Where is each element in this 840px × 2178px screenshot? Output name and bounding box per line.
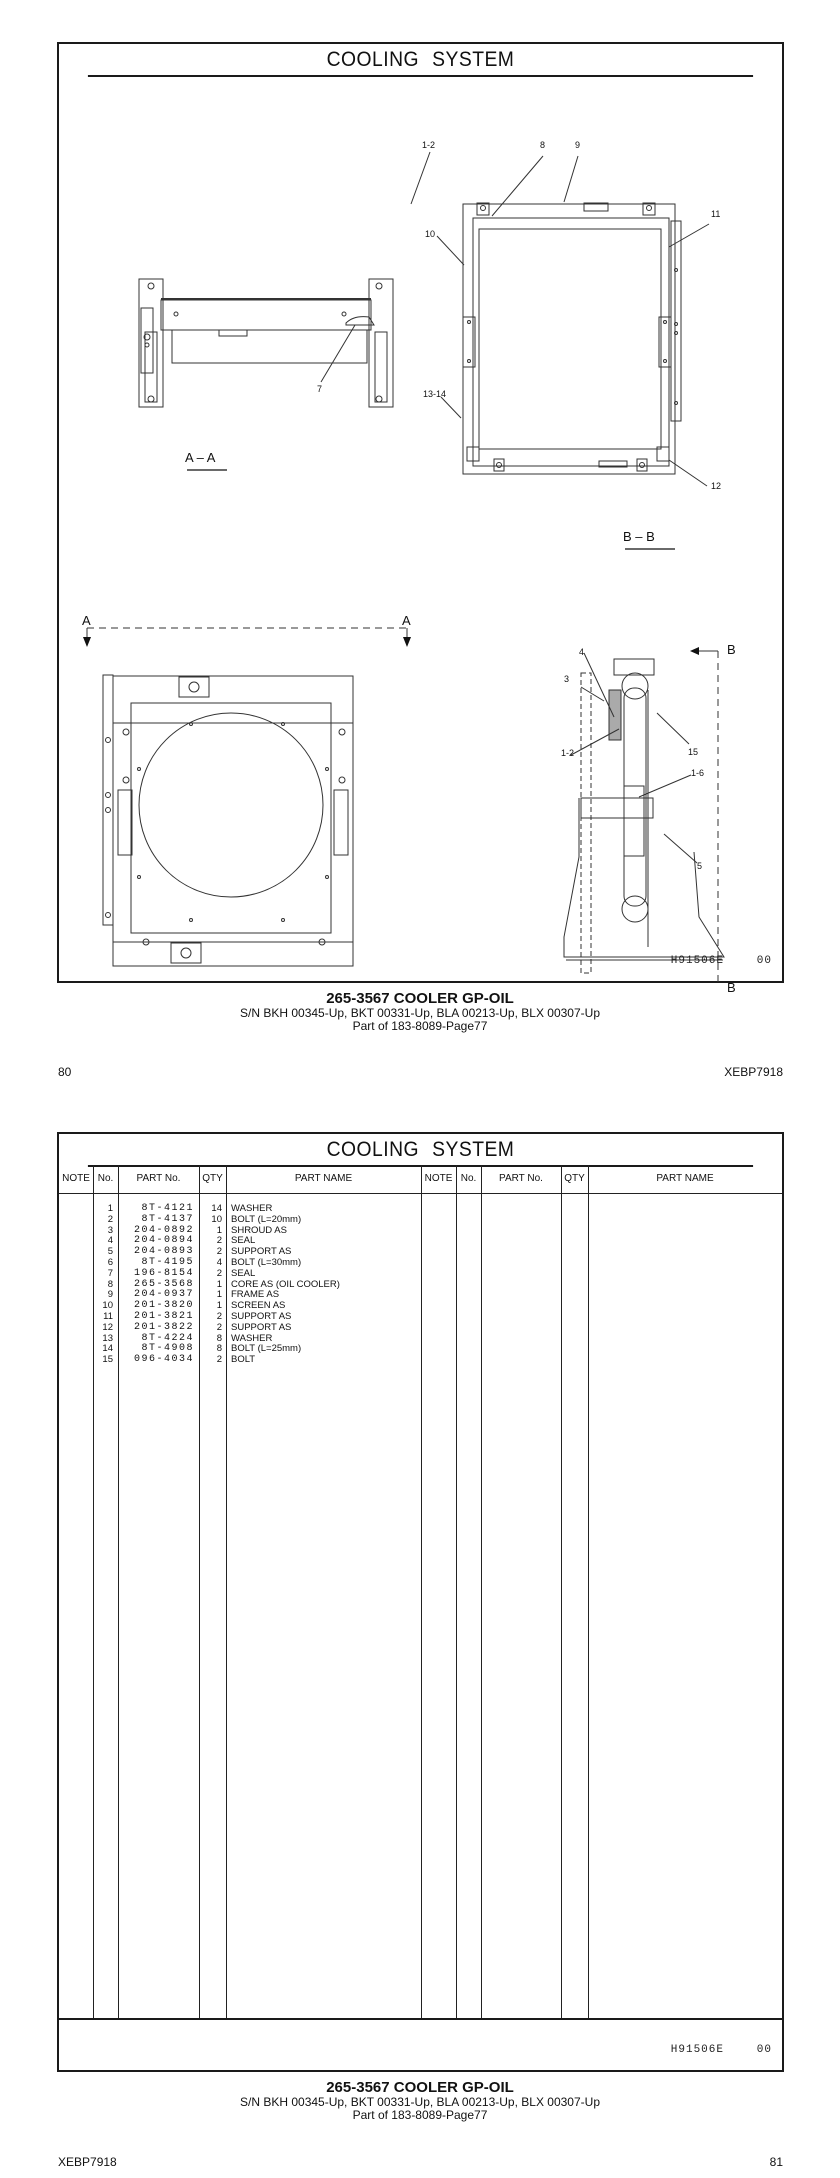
cell-item-no: 8 [107, 1278, 113, 1290]
cell-part-name: BOLT (L=20mm) [231, 1213, 302, 1225]
parts-table [59, 1165, 782, 2020]
illustration-frame [57, 42, 784, 995]
callout-1-2-side: 1-2 [561, 748, 575, 758]
cell-part-no: 8T-4224 [141, 1332, 194, 1344]
view-aa-label: A – A [185, 450, 216, 465]
page-title-text: COOLING SYSTEM [326, 48, 515, 71]
cell-part-no: 204-0893 [133, 1246, 194, 1258]
cell-qty: 2 [216, 1235, 222, 1247]
callout-12: 12 [711, 481, 722, 491]
cooling-system-drawing [59, 77, 782, 982]
cell-part-no: 204-0937 [133, 1289, 194, 1301]
cell-item-no: 3 [107, 1224, 113, 1236]
drawing-rev: 00 [756, 955, 772, 967]
callout-13-14: 13-14 [423, 389, 447, 399]
cell-part-no: 8T-4908 [141, 1343, 194, 1355]
section-arrow-a-right [403, 637, 411, 647]
cell-part-name: SUPPORT AS [231, 1246, 292, 1258]
drawing-ref: H91506E [670, 955, 724, 967]
cell-part-name: BOLT (L=25mm) [231, 1343, 302, 1355]
cell-part-no: 204-0892 [133, 1224, 194, 1236]
callout-4: 4 [579, 647, 585, 657]
parts-drawing-ref: H91506E [670, 2044, 724, 2056]
cell-part-name: CORE AS (OIL COOLER) [231, 1278, 340, 1290]
view-aa-drawing [139, 279, 393, 407]
cell-item-no: 15 [102, 1354, 113, 1366]
cell-part-no: 096-4034 [133, 1354, 194, 1366]
cell-qty: 2 [216, 1246, 222, 1258]
header-part-no-2: PART No. [499, 1173, 543, 1184]
cell-item-no: 6 [107, 1257, 113, 1268]
view-side-drawing [564, 651, 724, 982]
callout-10: 10 [425, 229, 436, 239]
header-note: NOTE [62, 1173, 90, 1184]
cell-part-name: WASHER [231, 1203, 273, 1214]
cell-part-no: 8T-4121 [141, 1203, 194, 1214]
cell-part-no: 196-8154 [133, 1267, 194, 1279]
callout-7: 7 [317, 384, 323, 394]
cell-part-name: BOLT (L=30mm) [231, 1257, 302, 1268]
view-bb-drawing [411, 152, 709, 486]
cell-qty: 14 [211, 1203, 222, 1214]
cell-item-no: 9 [107, 1289, 113, 1301]
header-part-name: PART NAME [294, 1173, 353, 1184]
callout-5: 5 [697, 861, 703, 871]
cell-qty: 2 [216, 1321, 222, 1333]
parts-list-title-text: COOLING SYSTEM [326, 1138, 515, 1161]
cell-part-name: WASHER [231, 1332, 273, 1344]
callout-9: 9 [575, 140, 581, 150]
cell-qty: 2 [216, 1311, 222, 1322]
cell-part-name: SUPPORT AS [231, 1311, 292, 1322]
cell-item-no: 5 [107, 1246, 113, 1258]
parts-list-title [88, 1134, 753, 1167]
cell-item-no: 1 [107, 1203, 113, 1214]
header-note-2: NOTE [424, 1173, 453, 1184]
view-front-drawing [87, 628, 407, 966]
doc-code-right: XEBP7918 [58, 2155, 117, 2169]
illustration-caption [0, 991, 840, 1033]
doc-code-left: XEBP7918 [724, 1065, 783, 1079]
page-title [88, 44, 753, 77]
cell-part-name: SUPPORT AS [231, 1321, 292, 1333]
cell-part-name: SHROUD AS [231, 1224, 287, 1236]
header-qty: QTY [202, 1173, 223, 1184]
cell-qty: 2 [216, 1354, 222, 1366]
section-b-bottom-label: B [727, 980, 736, 995]
cell-qty: 10 [211, 1213, 222, 1225]
caption-part-of: Part of 183-8089-Page77 [352, 1019, 488, 1033]
header-no-2: No. [460, 1173, 477, 1184]
cell-part-name: FRAME AS [231, 1289, 280, 1301]
cell-qty: 1 [216, 1224, 222, 1236]
callout-15: 15 [688, 747, 699, 757]
callout-3: 3 [564, 674, 570, 684]
cell-item-no: 13 [102, 1332, 113, 1344]
parts-list-frame [57, 1132, 784, 2072]
header-part-name-2: PART NAME [656, 1173, 714, 1184]
caption-serials: S/N BKH 00345-Up, BKT 00331-Up, BLA 00213-Up, BLX 00307-Up [240, 1006, 600, 1020]
cell-item-no: 14 [102, 1343, 113, 1355]
callout-11: 11 [711, 209, 721, 219]
cell-part-no: 201-3820 [133, 1300, 194, 1312]
caption-main: 265-3567 COOLER GP-OIL [326, 990, 514, 1007]
cell-qty: 8 [216, 1332, 222, 1344]
header-qty-2: QTY [564, 1173, 585, 1184]
section-a-left-label: A [82, 613, 91, 628]
table-row [59, 1352, 782, 1367]
cell-item-no: 10 [102, 1300, 113, 1312]
callout-8: 8 [540, 140, 546, 150]
cell-item-no: 2 [107, 1213, 113, 1225]
parts-drawing-rev: 00 [756, 2044, 772, 2056]
cell-qty: 2 [216, 1267, 222, 1279]
cell-item-no: 4 [107, 1235, 113, 1247]
cell-qty: 1 [216, 1300, 222, 1312]
callout-1-2-top: 1-2 [422, 140, 436, 150]
cell-qty: 1 [216, 1278, 222, 1290]
parts-caption-main: 265-3567 COOLER GP-OIL [326, 2079, 514, 2096]
cell-part-no: 201-3822 [133, 1321, 194, 1333]
header-part-no: PART No. [136, 1173, 181, 1184]
cell-qty: 1 [216, 1289, 222, 1301]
cell-part-no: 265-3568 [133, 1278, 194, 1290]
cell-qty: 4 [216, 1257, 222, 1268]
cell-part-name: SEAL [231, 1235, 256, 1247]
parts-caption [0, 2080, 840, 2122]
cell-part-no: 201-3821 [133, 1311, 194, 1322]
section-b-top-label: B [727, 642, 736, 657]
section-a-right-label: A [402, 613, 411, 628]
cell-part-no: 8T-4195 [141, 1257, 194, 1268]
cell-item-no: 11 [103, 1311, 113, 1322]
cell-part-no: 8T-4137 [141, 1213, 194, 1225]
parts-caption-serials: S/N BKH 00345-Up, BKT 00331-Up, BLA 00213-Up, BLX 00307-Up [240, 2095, 600, 2109]
cell-part-name: SEAL [231, 1267, 256, 1279]
header-no: No. [97, 1173, 114, 1184]
cell-item-no: 12 [102, 1321, 113, 1333]
cell-part-name: BOLT [231, 1354, 256, 1366]
cell-part-name: SCREEN AS [231, 1300, 286, 1312]
page-number-left: 80 [58, 1065, 72, 1079]
parts-caption-part-of: Part of 183-8089-Page77 [352, 2108, 488, 2122]
cell-item-no: 7 [107, 1267, 113, 1279]
cell-qty: 8 [216, 1343, 222, 1355]
cell-part-no: 204-0894 [133, 1235, 194, 1247]
view-bb-label: B – B [623, 529, 655, 544]
page-number-right: 81 [769, 2155, 783, 2169]
callout-1-6: 1-6 [691, 768, 705, 778]
section-arrow-a-left [83, 637, 91, 647]
section-arrow-b-top [690, 647, 699, 655]
